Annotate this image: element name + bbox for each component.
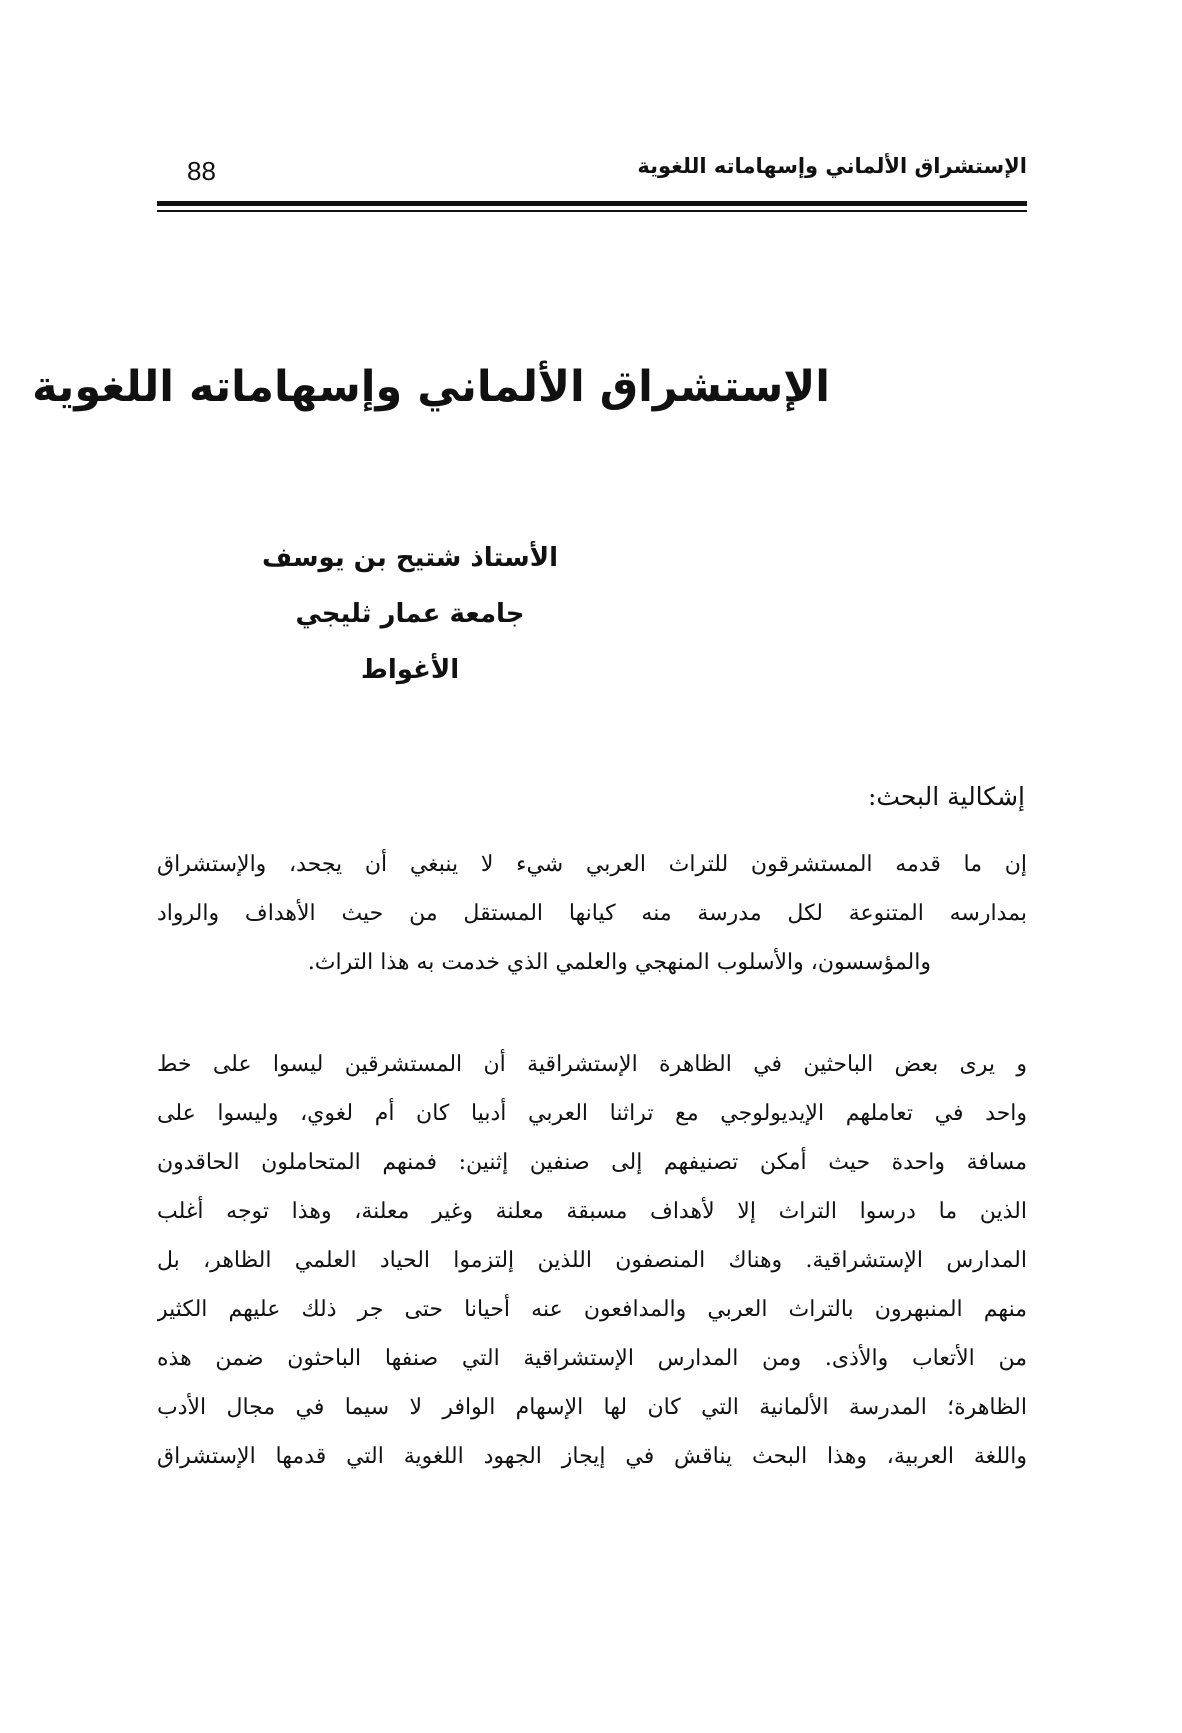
section-heading: إشكالية البحث:	[867, 782, 1025, 811]
author-name: الأستاذ شتيح بن يوسف	[261, 543, 558, 573]
paragraph-line: مسافة واحدة حيث أمكن تصنيفهم إلى صنفين إثنين: فمنهم المتحاملون الحاقدون	[157, 1150, 1027, 1175]
author-city: الأغواط	[360, 655, 460, 685]
paragraph-line: بمدارسه المتنوعة لكل مدرسة منه كيانها المستقل من حيث الأهداف والرواد	[157, 901, 1027, 926]
paragraph-line: المدارس الإستشراقية. وهناك المنصفون اللذين إلتزموا الحياد العلمي الظاهر، بل	[157, 1248, 1027, 1273]
paragraph-1	[157, 840, 1027, 987]
header-rule-thick	[157, 201, 1027, 206]
paragraph-line: واحد في تعاملهم الإيديولوجي مع تراثنا العربي أدبيا كان أم لغوي، وليسوا على	[157, 1101, 1027, 1126]
header-rule-thin	[157, 210, 1027, 212]
paragraph-line: و يرى بعض الباحثين في الظاهرة الإستشراقية أن المستشرقين ليسوا على خط	[157, 1052, 1027, 1077]
article-title: الإستشراق الألماني وإسهاماته اللغوية	[32, 362, 830, 412]
author-university: جامعة عمار ثليجي	[295, 599, 525, 629]
paragraph-line: الظاهرة؛ المدرسة الألمانية التي كان لها الإسهام الوافر لا سيما في مجال الأدب	[157, 1395, 1027, 1420]
running-title: الإستشراق الألماني وإسهاماته اللغوية	[637, 154, 1027, 178]
paragraph-line: منهم المنبهرون بالتراث العربي والمدافعون عنه أحيانا حتى جر ذلك عليهم الكثير	[157, 1297, 1027, 1322]
page-number: 88	[187, 156, 216, 186]
paragraph-line: والمؤسسون، والأسلوب المنهجي والعلمي الذي خدمت به هذا التراث.	[307, 950, 931, 975]
paragraph-line: من الأتعاب والأذى. ومن المدارس الإستشراقية التي صنفها الباحثون ضمن هذه	[157, 1346, 1027, 1371]
paragraph-2	[157, 1040, 1027, 1481]
running-header	[157, 152, 1027, 192]
author-block	[260, 530, 560, 698]
paragraph-line: واللغة العربية، وهذا البحث يناقش في إيجاز الجهود اللغوية التي قدمها الإستشراق	[157, 1444, 1027, 1469]
paragraph-line: إن ما قدمه المستشرقون للتراث العربي شيء لا ينبغي أن يجحد، والإستشراق	[157, 852, 1027, 877]
paragraph-line: الذين ما درسوا التراث إلا لأهداف مسبقة معلنة وغير معلنة، وهذا توجه أغلب	[157, 1199, 1027, 1224]
